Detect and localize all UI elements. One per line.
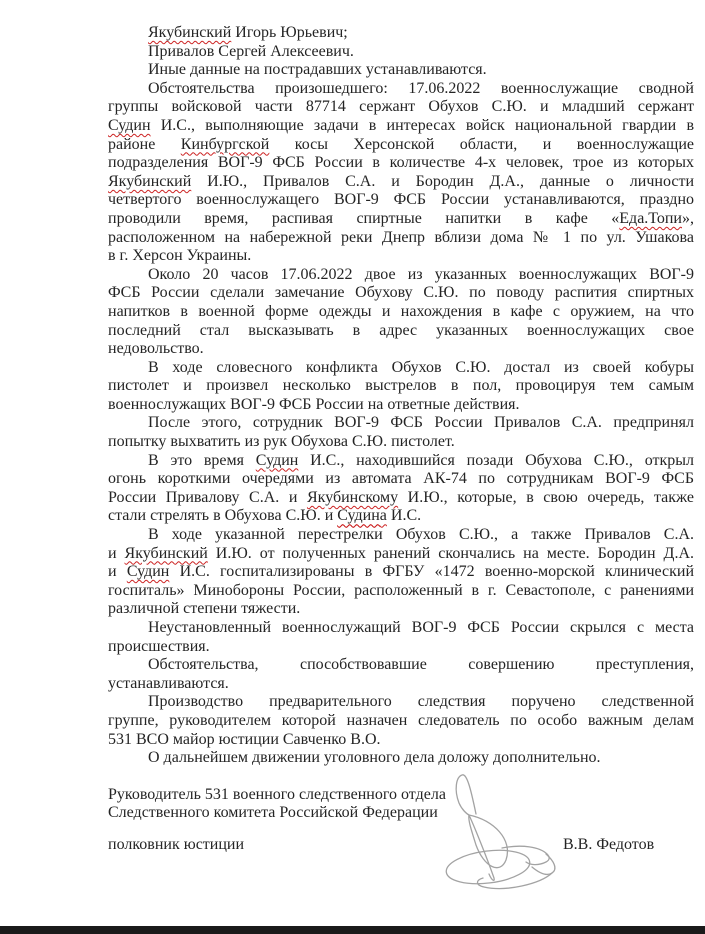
text-line: Обстоятельства произошедшего: 17.06.2022 военнослужащие сводной (148, 79, 694, 97)
text-line: Неустановленный военнослужащий ВОГ-9 ФСБ России скрылся с места (148, 619, 694, 636)
paragraph (108, 414, 694, 451)
text-line: в г. Херсон Украины. (108, 247, 252, 265)
text-line: расположенном на набережной реки Днепр вблизи дома № 1 по ул. Ушакова (108, 228, 694, 246)
paragraph (108, 526, 694, 619)
text-line: ФСБ России сделали замечание Обухову С.Ю. по поводу распития спиртных (108, 284, 694, 302)
text-line: Обстоятельства, способствовавшие совершению преступления, (148, 656, 694, 674)
text-line: четвертого военнослужащего ВОГ-9 ФСБ России устанавливаются, праздно (108, 191, 694, 209)
spellcheck-underline: Судина (337, 507, 387, 525)
text-line: Иные данные на пострадавших устанавливаются. (148, 61, 487, 79)
text-line: Якубинский Игорь Юрьевич; (148, 24, 348, 41)
text-line: пистолет и произвел несколько выстрелов в пол, провоцируя тем самым (108, 377, 694, 395)
handwritten-signature (442, 766, 624, 916)
text-line: подразделения ВОГ-9 ФСБ России в количестве 4-х человек, трое из которых (108, 154, 694, 172)
paragraph (108, 656, 694, 693)
paragraph (108, 61, 694, 80)
page-bottom-edge (0, 926, 705, 934)
text-line: группы войсковой части 87714 сержант Обухов С.Ю. и младший сержант (108, 98, 694, 116)
text-line: Судин И.С., выполняющие задачи в интересах войск национальной гвардии в (108, 116, 694, 134)
paragraph (108, 359, 694, 415)
spellcheck-underline: Якубинский (108, 172, 192, 190)
text-line: 531 ВСО майор юстиции Савченко В.О. (108, 730, 381, 748)
text-line: проводили время, распивая спиртные напитки в кафе «Еда.Топи», (108, 209, 694, 227)
text-line: группе, руководителем которой назначен следователь по особо важным делам (108, 711, 694, 729)
text-line: В ходе указанной перестрелки Обухов С.Ю., а также Привалов С.А. (148, 526, 694, 544)
paragraph (108, 693, 694, 749)
text-line: России Привалову С.А. и Якубинскому И.Ю., которые, в свою очередь, также (108, 488, 694, 506)
text-line: О дальнейшем движении уголовного дела доложу дополнительно. (148, 749, 601, 767)
text-line: В это время Судин И.С., находившийся позади Обухова С.Ю., открыл (148, 451, 694, 469)
text-line: напитков в военной форме одежды и нахождения в кафе с оружием, на что (108, 302, 694, 320)
spellcheck-underline: Судин (255, 451, 299, 469)
paragraph (108, 266, 694, 359)
spellcheck-underline: Еда.Топи (619, 209, 682, 227)
text-line: В ходе словесного конфликта Обухов С.Ю. достал из своей кобуры (148, 358, 694, 376)
paragraph (108, 452, 694, 526)
spellcheck-underline: Кинбургской (180, 135, 270, 153)
text-line: недовольство. (108, 340, 204, 358)
paragraph (108, 24, 694, 43)
paragraph (108, 43, 694, 62)
signatory-org-line-1: Руководитель 531 военного следственного отдела (108, 786, 446, 803)
text-line: и Судин И.С. госпитализированы в ФГБУ «1472 военно-морской клинический (108, 563, 695, 581)
spellcheck-underline: Якубинский (124, 544, 208, 562)
spellcheck-underline: Судин (108, 116, 151, 134)
paragraph (108, 619, 694, 656)
text-line: Около 20 часов 17.06.2022 двое из указанных военнослужащих ВОГ-9 (148, 265, 694, 283)
text-line: последний стал высказывать в адрес указанных военнослужащих свое (108, 321, 694, 339)
text-line: стали стрелять в Обухова С.Ю. и Судина И.С. (108, 507, 422, 525)
paragraph (108, 80, 694, 266)
spellcheck-underline: Судин (126, 563, 170, 581)
spellcheck-underline: Судин (337, 507, 380, 525)
signatory-org-line-2: Следственного комитета Российской Федерации (108, 804, 438, 821)
text-line: военнослужащих ВОГ-9 ФСБ России на ответные действия. (108, 395, 520, 413)
text-line: устанавливаются. (108, 674, 229, 692)
spellcheck-underline: Якубинскому (306, 488, 399, 506)
text-line: различной степени тяжести. (108, 600, 301, 618)
text-line: Производство предварительного следствия поручено следственной (148, 693, 694, 711)
text-line: и Якубинский И.Ю. от полученных ранений скончались на месте. Бородин Д.А. (108, 544, 695, 562)
text-line: районе Кинбургской косы Херсонской области, и военнослужащие (108, 135, 695, 153)
text-line: После этого, сотрудник ВОГ-9 ФСБ России Привалов С.А. предпринял (148, 414, 694, 432)
text-line: Якубинский И.Ю., Привалов С.А. и Бородин Д.А., данные о личности (108, 172, 694, 190)
text-line: огонь короткими очередями из автомата АК-74 по сотрудникам ВОГ-9 ФСБ (108, 470, 694, 488)
signatory-rank: полковник юстиции (108, 836, 245, 853)
text-line: Привалов Сергей Алексеевич. (148, 42, 354, 60)
text-line: госпиталь» Минобороны России, расположенный в г. Севастополе, с ранениями (108, 581, 694, 599)
paragraph (108, 749, 694, 768)
document-body (108, 24, 694, 768)
text-line: попытку выхватить из рук Обухова С.Ю. пистолет. (108, 433, 455, 451)
text-line: происшествия. (108, 637, 210, 655)
spellcheck-underline: Якубинский (148, 24, 232, 41)
signatory-name: В.В. Федотов (563, 836, 655, 853)
